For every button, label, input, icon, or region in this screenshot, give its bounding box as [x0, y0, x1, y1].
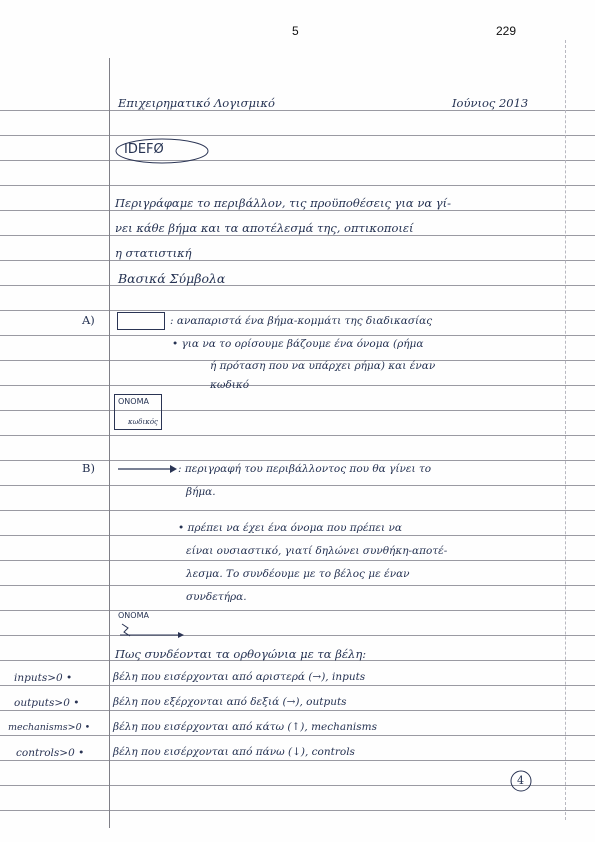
margin-line	[109, 58, 110, 828]
ruled-line	[0, 610, 595, 611]
arrow-row-mechanisms: βέλη που εισέρχονται από κάτω (↑), mechanisms	[113, 721, 378, 733]
ruled-line	[0, 310, 595, 311]
item-a-line-2: • για να το ορίσουμε βάζουμε ένα όνομα (ρήμα	[172, 338, 424, 350]
ruled-line	[0, 135, 595, 136]
ruled-line	[0, 785, 595, 786]
ruled-line	[0, 735, 595, 736]
ruled-line	[0, 110, 595, 111]
item-b-line-1: : περιγραφή του περιβάλλοντος που θα γίνει το	[178, 463, 432, 475]
intro-line-3: η στατιστική	[115, 246, 192, 260]
ruled-line	[0, 335, 595, 336]
margin-controls: controls>0 •	[16, 747, 85, 759]
ruled-line	[0, 485, 595, 486]
arrow-row-controls: βέλη που εισέρχονται από πάνω (↓), controls	[113, 746, 355, 758]
arrow-label-example: ONOMA	[118, 611, 149, 620]
intro-line-1: Περιγράφαμε το περιβάλλον, τις προϋποθέσεις για να γί-	[115, 196, 452, 210]
margin-inputs: inputs>0 •	[14, 672, 73, 684]
ruled-line	[0, 385, 595, 386]
ruled-line	[0, 160, 595, 161]
ruled-line	[0, 560, 595, 561]
example-box-name: ONOMA	[118, 397, 149, 406]
page-number: 5	[292, 24, 299, 38]
ruled-line	[0, 760, 595, 761]
notes-date: Ιούνιος 2013	[452, 96, 529, 110]
ruled-line	[0, 510, 595, 511]
item-b-bullet-3: λεσμα. Το συνδέουμε με το βέλος με έναν	[186, 568, 410, 580]
ruled-line	[0, 185, 595, 186]
intro-line-2: νει κάθε βήμα και τα αποτέλεσμά της, οπτικοποιεί	[115, 221, 414, 235]
ruled-line	[0, 685, 595, 686]
example-box-code: κωδικός	[128, 418, 158, 426]
item-b-bullet-1: • πρέπει να έχει ένα όνομα που πρέπει να	[178, 522, 402, 534]
ruled-line	[0, 585, 595, 586]
margin-mechanisms: mechanisms>0 •	[8, 722, 91, 733]
ruled-line	[0, 260, 595, 261]
item-a-line-1: : αναπαριστά ένα βήμα-κομμάτι της διαδικασίας	[170, 315, 433, 327]
subject-idef0: IDEFØ	[124, 142, 164, 157]
section-heading: Βασικά Σύμβολα	[118, 271, 226, 286]
arrow-row-inputs: βέλη που εισέρχονται από αριστερά (→), inputs	[113, 671, 366, 683]
ruled-line	[0, 435, 595, 436]
item-b-label: B)	[82, 461, 95, 475]
ruled-line	[0, 285, 595, 286]
arrow-row-outputs: βέλη που εξέρχονται από δεξιά (→), outputs	[113, 696, 347, 708]
ruled-line	[0, 635, 595, 636]
ruled-line	[0, 810, 595, 811]
page-total: 229	[496, 24, 517, 38]
ruled-line	[0, 535, 595, 536]
ruled-line	[0, 235, 595, 236]
arrow-symbol-icon	[116, 462, 178, 476]
margin-outputs: outputs>0 •	[14, 697, 80, 709]
squiggle-connector-icon	[112, 620, 192, 644]
ruled-line	[0, 210, 595, 211]
notes-title: Επιχειρηματικό Λογισμικό	[118, 96, 275, 110]
item-a-line-4: κωδικό	[210, 379, 250, 391]
ruled-line	[0, 410, 595, 411]
ruled-line	[0, 710, 595, 711]
activity-box-symbol	[117, 312, 165, 330]
page-mark-number: 4	[517, 774, 524, 787]
arrows-intro: Πως συνδέονται τα ορθογώνια με τα βέλη:	[115, 647, 367, 661]
item-a-line-3: ή πρόταση που να υπάρχει ρήμα) και έναν	[210, 360, 436, 372]
item-b-bullet-2: είναι ουσιαστικό, γιατί δηλώνει συνθήκη-αποτέ-	[186, 545, 448, 557]
item-a-label: A)	[82, 313, 95, 327]
page-edge-line	[565, 40, 566, 820]
item-b-line-2: βήμα.	[186, 486, 216, 498]
item-b-bullet-4: συνδετήρα.	[186, 591, 247, 603]
